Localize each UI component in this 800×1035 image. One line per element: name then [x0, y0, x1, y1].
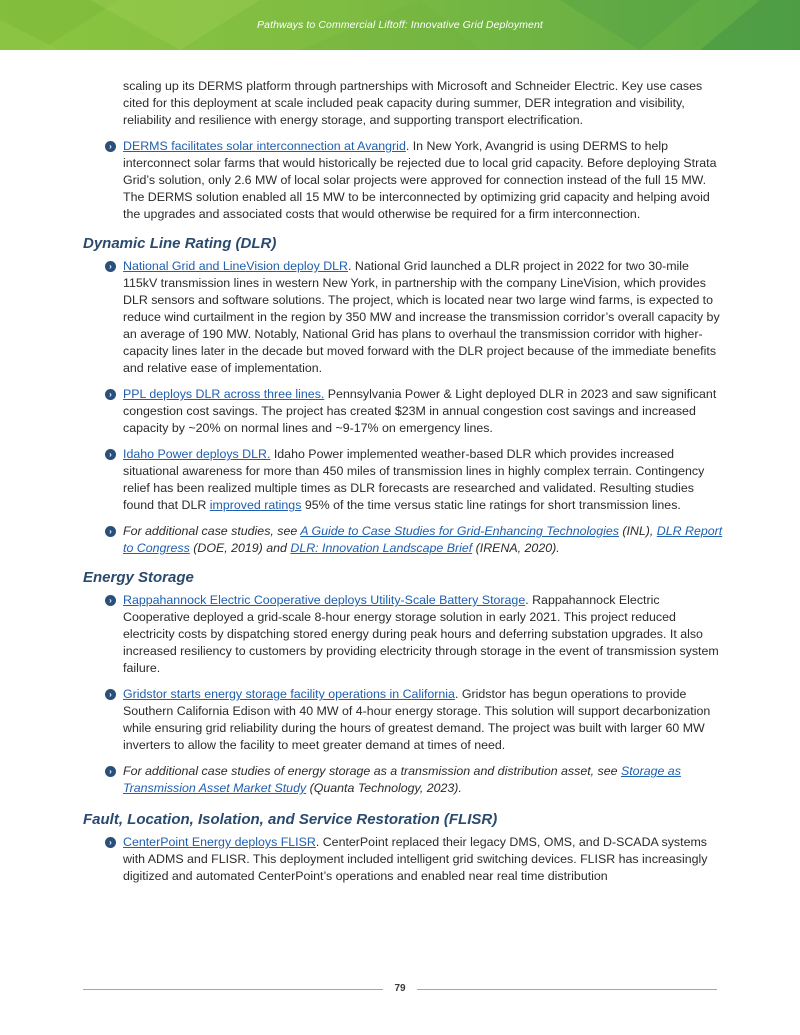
- chevron-right-circle-icon: ›: [105, 595, 116, 606]
- item-text: For additional case studies, see: [123, 524, 301, 538]
- rappahannock-storage-link[interactable]: Rappahannock Electric Cooperative deploys Utility-Scale Battery Storage: [123, 593, 526, 607]
- list-item: [83, 592, 723, 677]
- section-heading-dlr: Dynamic Line Rating (DLR): [83, 235, 277, 252]
- ppl-dlr-link[interactable]: PPL deploys DLR across three lines.: [123, 387, 325, 401]
- get-case-studies-link[interactable]: A Guide to Case Studies for Grid-Enhancing Technologies: [300, 524, 619, 538]
- header-banner: [0, 0, 800, 50]
- item-text: For additional case studies of energy storage as a transmission and distribution asset, see: [123, 764, 621, 778]
- list-item: [83, 138, 723, 223]
- item-text: (Quanta Technology, 2023).: [306, 781, 462, 795]
- document-title: Pathways to Commercial Liftoff: Innovative Grid Deployment: [257, 19, 543, 31]
- item-text: (INL),: [618, 524, 657, 538]
- idaho-power-dlr-link[interactable]: Idaho Power deploys DLR.: [123, 447, 271, 461]
- national-grid-dlr-link[interactable]: National Grid and LineVision deploy DLR: [123, 259, 349, 273]
- intro-paragraph: scaling up its DERMS platform through partnerships with Microsoft and Schneider Electric. Key use cases cited for this deployment at scale included peak capacity during summer, DER integration and visibility, reliability and resilience with energy storage, and supporting transport electrification.: [123, 79, 703, 127]
- derms-avangrid-link[interactable]: DERMS facilitates solar interconnection at Avangrid: [123, 139, 406, 153]
- footer-rule-left: [83, 989, 383, 990]
- item-text: . Gridstor has begun operations to provide Southern California Edison with 40 MW of 4-hour energy storage. This solution will support decarbonization while ensuring grid reliability during the hours of greatest demand. The project was built with larger 60 MW inverters to allow the facility to meet greater demand at times of need.: [123, 687, 711, 752]
- chevron-right-circle-icon: ›: [105, 389, 116, 400]
- improved-ratings-link[interactable]: improved ratings: [209, 498, 302, 512]
- item-text: . In New York, Avangrid is using DERMS to help interconnect solar farms that would historically be rejected due to local grid capacity. Before deploying Strata Grid’s solution, only 2.6 MW of local solar projects were approved for connection instead of the full 15 MW. The DERMS solution enabled all 15 MW to be interconnected by optimizing grid capacity and helping avoid the upgrades and associated costs that would otherwise be required for a firm interconnection.: [123, 139, 717, 221]
- item-text: Idaho Power implemented weather-based DLR which provides increased situational awareness for more than 450 miles of transmission lines in highly complex terrain. Contingency relief has been realized multiple times as DLR forecasts are researched and validated. Resulting studies found that DLR: [123, 447, 705, 512]
- gridstor-storage-link[interactable]: Gridstor starts energy storage facility operations in California: [123, 687, 455, 701]
- page-number: 79: [394, 983, 406, 994]
- section-heading-energy-storage: Energy Storage: [83, 569, 194, 586]
- item-text: 95% of the time versus static line ratings for short transmission lines.: [301, 498, 681, 512]
- list-item: [83, 834, 723, 885]
- list-item: [83, 523, 723, 557]
- list-item: [83, 763, 723, 797]
- chevron-right-circle-icon: ›: [105, 141, 116, 152]
- chevron-right-circle-icon: ›: [105, 766, 116, 777]
- chevron-right-circle-icon: ›: [105, 689, 116, 700]
- footer-rule-right: [417, 989, 717, 990]
- centerpoint-flisr-link[interactable]: CenterPoint Energy deploys FLISR: [123, 835, 316, 849]
- item-text: . CenterPoint replaced their legacy DMS, OMS, and D-SCADA systems with ADMS and FLISR. This deployment included intelligent grid switching devices. FLISR has increasingly digitized and automated CenterPoint’s operations and enabled near real time distribution: [123, 835, 708, 883]
- section-heading-flisr: Fault, Location, Isolation, and Service Restoration (FLISR): [83, 811, 498, 828]
- list-item: [83, 686, 723, 754]
- item-text: Pennsylvania Power & Light deployed DLR in 2023 and saw significant congestion cost savings. The project has created $23M in annual congestion cost savings and increased capacity by ~20% on normal lines and ~9-17% on emergency lines.: [123, 387, 717, 435]
- chevron-right-circle-icon: ›: [105, 261, 116, 272]
- list-item: [83, 386, 723, 437]
- item-text: . Rappahannock Electric Cooperative deployed a grid-scale 8-hour energy storage solution in early 2021. This project reduced electricity costs by dispatching stored energy during peak hours and deferring substation upgrades. It also increased resiliency to customers by providing electricity through storage in the event of transmission system failure.: [123, 593, 719, 675]
- item-text: (DOE, 2019) and: [189, 541, 291, 555]
- item-text: (IRENA, 2020).: [472, 541, 560, 555]
- chevron-right-circle-icon: ›: [105, 449, 116, 460]
- chevron-right-circle-icon: ›: [105, 837, 116, 848]
- dlr-report-congress-link[interactable]: DLR Report to Congress: [123, 524, 723, 555]
- storage-transmission-study-link[interactable]: Storage as Transmission Asset Market Study: [123, 764, 681, 795]
- chevron-right-circle-icon: ›: [105, 526, 116, 537]
- list-item: [83, 446, 723, 514]
- item-text: . National Grid launched a DLR project in 2022 for two 30-mile 115kV transmission lines in western New York, in partnership with the company LineVision, which provides DLR sensors and software solutions. The project, which is located near two large wind farms, is expected to reduce wind curtailment in the region by 350 MW and increase the transmission corridor’s overall capacity by an average of 190 MW. Notably, National Grid has plans to overhaul the transmission corridor with higher-capacity lines later in the decade but moved forward with the DLR project because of the immediate benefits and relative ease of implementation.: [123, 259, 720, 375]
- list-item: [83, 258, 723, 377]
- dlr-innovation-brief-link[interactable]: DLR: Innovation Landscape Brief: [290, 541, 473, 555]
- page-content: [83, 78, 723, 885]
